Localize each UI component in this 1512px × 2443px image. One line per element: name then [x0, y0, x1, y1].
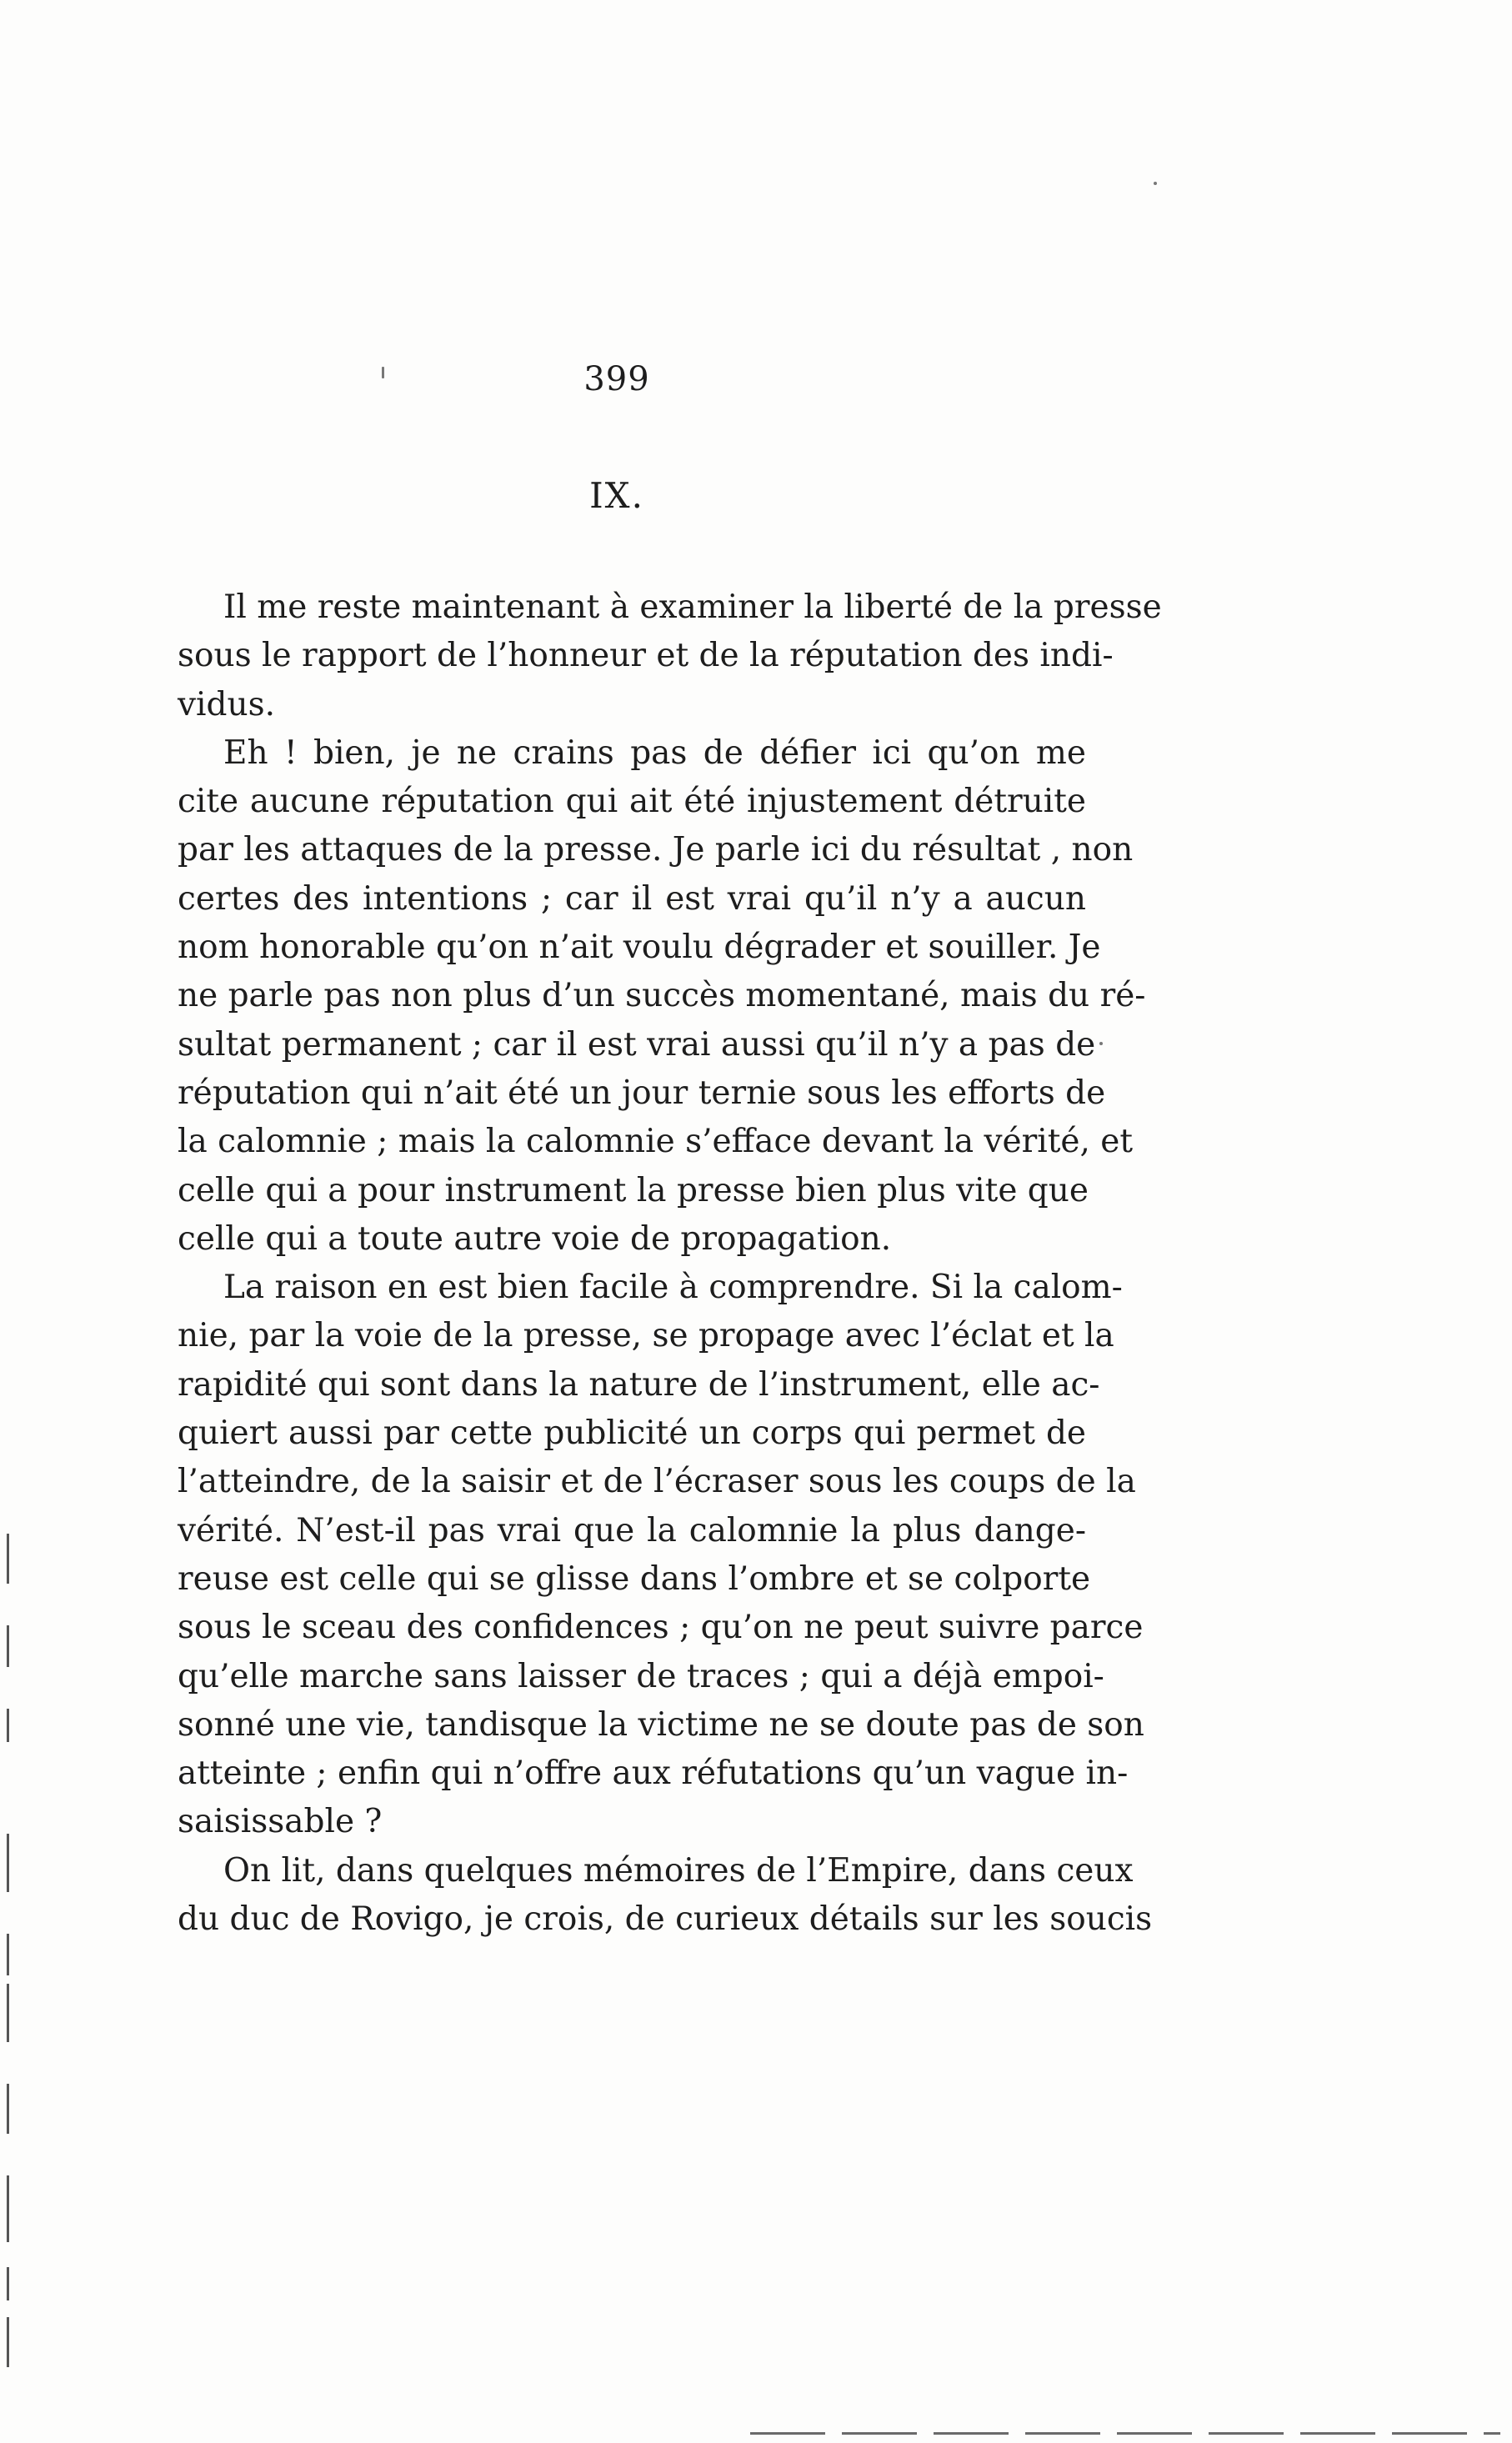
text-line: qu’elle marche sans laisser de traces ; qui a déjà empoi- [178, 1657, 1104, 1695]
text-line: rapidité qui sont dans la nature de l’instrument, elle ac- [178, 1365, 1100, 1404]
text-line: saisissable ? [178, 1803, 383, 1841]
text-line: celle qui a pour instrument la presse bien plus vite que [178, 1171, 1089, 1209]
text-line: sonné une vie, tandisque la victime ne se doute pas de son [178, 1705, 1144, 1744]
scan-margin-mark [7, 1625, 9, 1667]
text-line: sous le rapport de l’honneur et de la réputation des indi- [178, 637, 1114, 675]
scan-margin-mark [7, 2267, 9, 2300]
text-line: On lit, dans quelques mémoires de l’Empire, dans ceux [223, 1851, 1134, 1890]
scan-speck [382, 367, 384, 378]
text-line: vidus. [178, 685, 275, 723]
text-line: la calomnie ; mais la calomnie s’efface devant la vérité, et [178, 1123, 1134, 1161]
scan-margin-mark [7, 2317, 9, 2367]
scan-bottom-rule [750, 2432, 1500, 2435]
text-line: atteinte ; enfin qui n’offre aux réfutations qu’un vague in- [178, 1755, 1129, 1793]
body-text [178, 583, 1162, 1944]
text-line: ne parle pas non plus d’un succès momentané, mais du ré- [178, 977, 1146, 1015]
scan-margin-mark [7, 1934, 9, 1975]
text-line: cite aucune réputation qui ait été injustement détruite [178, 783, 1086, 821]
scan-margin-mark [7, 2084, 9, 2134]
text-line: Il me reste maintenant à examiner la liberté de la presse [223, 588, 1162, 626]
text-line: nie, par la voie de la presse, se propage avec l’éclat et la [178, 1317, 1114, 1355]
text-line: réputation qui n’ait été un jour ternie sous les efforts de [178, 1074, 1106, 1112]
text-line: celle qui a toute autre voie de propagation. [178, 1219, 892, 1258]
text-line: quiert aussi par cette publicité un corps qui permet de [178, 1414, 1086, 1453]
scan-margin-mark [7, 1984, 9, 2042]
text-line: reuse est celle qui se glisse dans l’ombre et se colporte [178, 1559, 1091, 1598]
chapter-heading: IX. [589, 475, 644, 516]
scan-margin-mark [7, 2175, 9, 2242]
scan-margin-mark [7, 1534, 9, 1584]
text-line: du duc de Rovigo, je crois, de curieux détails sur les soucis [178, 1900, 1153, 1939]
text-line: nom honorable qu’on n’ait voulu dégrader et souiller. Je [178, 929, 1101, 967]
scan-speck [1154, 182, 1157, 185]
text-line: certes des intentions ; car il est vrai qu’il n’y a aucun [178, 879, 1086, 918]
scan-margin-mark [7, 1709, 9, 1742]
text-line: La raison en est bien facile à comprendre. Si la calom- [223, 1269, 1123, 1307]
text-line: sous le sceau des confidences ; qu’on ne peut suivre parce [178, 1609, 1144, 1647]
text-line: Eh ! bien, je ne crains pas de défier ici qu’on me [223, 733, 1086, 772]
text-line: vérité. N’est-il pas vrai que la calomnie la plus dange- [178, 1511, 1086, 1549]
scan-speck [1099, 1042, 1103, 1045]
text-line: par les attaques de la presse. Je parle ici du résultat , non [178, 831, 1134, 869]
scan-margin-mark [7, 1834, 9, 1892]
text-line: sultat permanent ; car il est vrai aussi qu’il n’y a pas de [178, 1025, 1096, 1064]
text-line: l’atteindre, de la saisir et de l’écraser sous les coups de la [178, 1463, 1136, 1501]
page-number: 399 [583, 360, 650, 398]
